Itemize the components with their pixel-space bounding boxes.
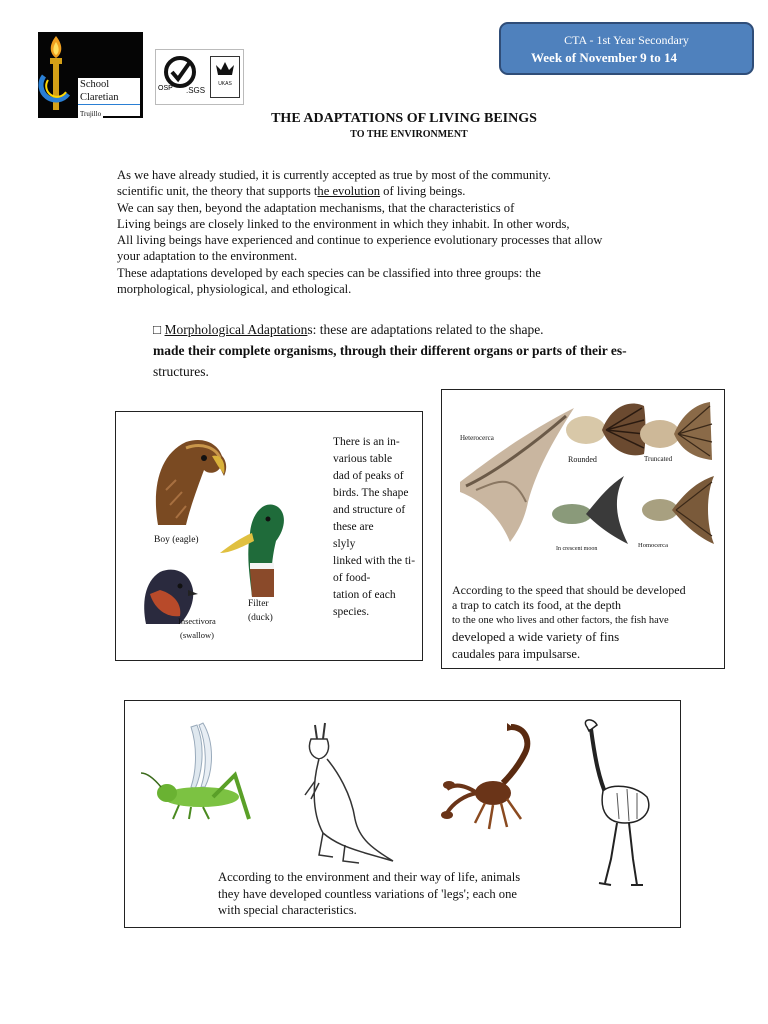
legs-box	[124, 700, 681, 928]
swallow-caption-2: (swallow)	[180, 630, 214, 640]
truncated-label: Truncated	[644, 455, 673, 463]
kangaroo-image	[293, 721, 403, 871]
fins-description: According to the speed that should be developed a trap to catch its food, at the depth to the one who lives and other factors, the fish have developed a wide variety of fins caudales para impulsarse.	[452, 583, 686, 661]
heterocerca-label: Heterocerca	[460, 434, 494, 442]
rounded-label: Rounded	[568, 455, 597, 464]
school-logo	[38, 32, 143, 118]
intro-paragraph: As we have already studied, it is currently accepted as true by most of the community. scientific unit, the theory that supports the evolution of living beings. We can say then, beyond the adaptation mechanisms, that the characteristics of Living beings are closely linked to the environment in which they inhabit. In other words, All living beings have experienced and continue to experience evolutionary processes that allow your adaptation to the environment. These adaptations developed by each species can be classified into three groups: the morphological, physiological, and ethological.	[117, 168, 603, 297]
homocerca-fin-image	[642, 474, 716, 546]
checkbox-bullet-icon: □	[153, 322, 165, 337]
osp-label: OSP	[158, 85, 173, 92]
page-title: THE ADAPTATIONS OF LIVING BEINGS	[271, 111, 537, 126]
rounded-fin-image	[566, 400, 646, 458]
sgs-label: .SGS	[186, 86, 206, 95]
week-label: Week of November 9 to 14	[531, 50, 677, 65]
morphological-section: □ Morphological Adaptations: these are adaptations related to the shape. made their complete organisms, through their different organs or parts of their es- structures.	[153, 322, 627, 379]
certification-logos	[155, 49, 244, 105]
sgs-check-icon	[156, 50, 206, 104]
beaks-box	[115, 411, 423, 661]
ukas-crown-icon	[210, 56, 240, 98]
legs-description: According to the environment and their way of life, animals they have developed countless variations of 'legs'; each one with special characteristics.	[218, 870, 521, 917]
morphological-heading: Morphological Adaptation	[164, 322, 308, 337]
course-badge	[499, 22, 754, 75]
scorpion-image	[441, 723, 541, 843]
duck-caption-2: (duck)	[248, 613, 273, 623]
swallow-caption-1: Insectivora	[178, 616, 216, 626]
crescent-fin-image	[552, 476, 632, 546]
duck-head-image	[216, 497, 296, 597]
ostrich-image	[577, 719, 657, 889]
beaks-description: There is an in- various table dad of peaks of birds. The shape and structure of these are slyly linked with the ti- of food- tation of each species.	[333, 436, 416, 618]
page-subtitle: TO THE ENVIRONMENT	[350, 129, 468, 140]
grasshopper-image	[139, 715, 259, 825]
school-town: Trujillo	[80, 110, 102, 118]
duck-caption-1: Filter	[248, 599, 269, 609]
crescent-label: In crescent moon	[556, 546, 598, 552]
homocerca-label: Homocerca	[638, 542, 668, 549]
fins-box	[441, 389, 725, 669]
school-name: School Claretian	[78, 78, 140, 116]
ukas-label: UKAS	[218, 81, 232, 87]
course-label: CTA - 1st Year Secondary	[564, 33, 689, 47]
eagle-caption: Boy (eagle)	[154, 535, 199, 545]
